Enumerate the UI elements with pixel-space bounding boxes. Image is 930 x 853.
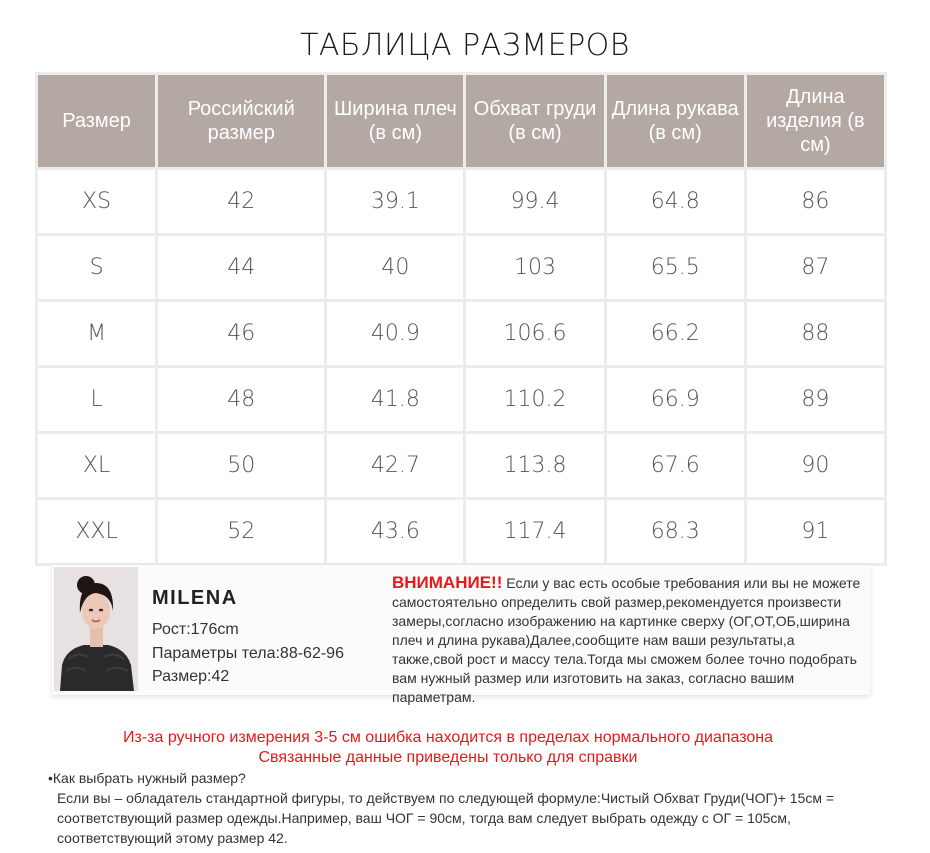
table-cell: 44 xyxy=(158,236,324,299)
table-cell: L xyxy=(38,368,155,431)
table-header-row xyxy=(38,75,884,167)
measurement-error-warning: Из-за ручного измерения 3-5 см ошибка находится в пределах нормального диапазона xyxy=(122,729,774,746)
table-cell: 40.9 xyxy=(327,302,463,365)
table-row xyxy=(38,170,884,233)
model-body-params: Параметры тела:88-62-96 xyxy=(152,645,344,662)
header-chest: Обхват груди (в см) xyxy=(466,75,603,167)
reference-only-warning: Связанные данные приведены только для справки xyxy=(258,749,638,766)
howto-heading: •Как выбрать нужный размер? xyxy=(48,770,246,786)
table-cell: 106.6 xyxy=(466,302,603,365)
header-shoulder-width: Ширина плеч (в см) xyxy=(327,75,463,167)
notice-heading: ВНИМАНИЕ!! xyxy=(392,573,503,592)
size-table xyxy=(35,72,887,566)
notice-block xyxy=(392,573,866,707)
table-cell: XS xyxy=(38,170,155,233)
table-cell: 110.2 xyxy=(466,368,603,431)
table-cell: 87 xyxy=(747,236,884,299)
table-row xyxy=(38,434,884,497)
model-photo xyxy=(54,567,138,691)
table-row xyxy=(38,500,884,563)
table-cell: 68.3 xyxy=(607,500,744,563)
howto-text: Если вы – обладатель стандартной фигуры, то действуем по следующей формуле:Чистый Обхват Груди(ЧОГ)+ 15см = соответствующий размер одежды.Например, ваш ЧОГ = 90см, тогда вам следует выбрать одежду с ОГ = 105см, соответствующий этому размер 42. xyxy=(57,790,835,846)
table-cell: 66.9 xyxy=(607,368,744,431)
table-cell: 41.8 xyxy=(327,368,463,431)
table-cell: XXL xyxy=(38,500,155,563)
table-cell: 48 xyxy=(158,368,324,431)
table-cell: 46 xyxy=(158,302,324,365)
table-cell: 99.4 xyxy=(466,170,603,233)
table-cell: 50 xyxy=(158,434,324,497)
header-russian-size: Российский размер xyxy=(158,75,324,167)
table-cell: M xyxy=(38,302,155,365)
table-cell: 52 xyxy=(158,500,324,563)
header-size: Размер xyxy=(38,75,155,167)
table-cell: 88 xyxy=(747,302,884,365)
table-cell: S xyxy=(38,236,155,299)
table-cell: 42.7 xyxy=(327,434,463,497)
table-cell: 89 xyxy=(747,368,884,431)
table-row xyxy=(38,302,884,365)
table-cell: 40 xyxy=(327,236,463,299)
table-cell: 113.8 xyxy=(466,434,603,497)
table-cell: 103 xyxy=(466,236,603,299)
table-row xyxy=(38,368,884,431)
model-name: MILENA xyxy=(152,587,238,609)
model-info-card xyxy=(52,565,870,705)
table-cell: 117.4 xyxy=(466,500,603,563)
table-cell: 39.1 xyxy=(327,170,463,233)
table-cell: 66.2 xyxy=(607,302,744,365)
header-garment-length: Длина изделия (в см) xyxy=(747,75,884,167)
page-title: ТАБЛИЦА РАЗМЕРОВ xyxy=(300,28,630,63)
table-cell: XL xyxy=(38,434,155,497)
table-cell: 42 xyxy=(158,170,324,233)
table-cell: 91 xyxy=(747,500,884,563)
model-size: Размер:42 xyxy=(152,668,230,685)
header-sleeve-length: Длина рукава (в см) xyxy=(607,75,744,167)
table-cell: 65.5 xyxy=(607,236,744,299)
table-cell: 43.6 xyxy=(327,500,463,563)
table-row xyxy=(38,236,884,299)
model-height: Рост:176cm xyxy=(152,621,239,638)
notice-text: Если у вас есть особые требования или вы не можете самостоятельно определить свой размер,рекомендуется произвести замеры,согласно изображению на картинке сверху (ОГ,ОТ,ОБ,ширина плеч и длина рукава)Далее,сообщите нам ваши результаты,а также,свой рост и массу тела.Тогда мы сможем более точно подобрать вам нужный размер или изготовить на заказ, согласно вашим параметрам. xyxy=(392,575,861,705)
table-cell: 64.8 xyxy=(607,170,744,233)
model-portrait-image xyxy=(54,567,138,691)
table-cell: 67.6 xyxy=(607,434,744,497)
table-cell: 90 xyxy=(747,434,884,497)
table-cell: 86 xyxy=(747,170,884,233)
